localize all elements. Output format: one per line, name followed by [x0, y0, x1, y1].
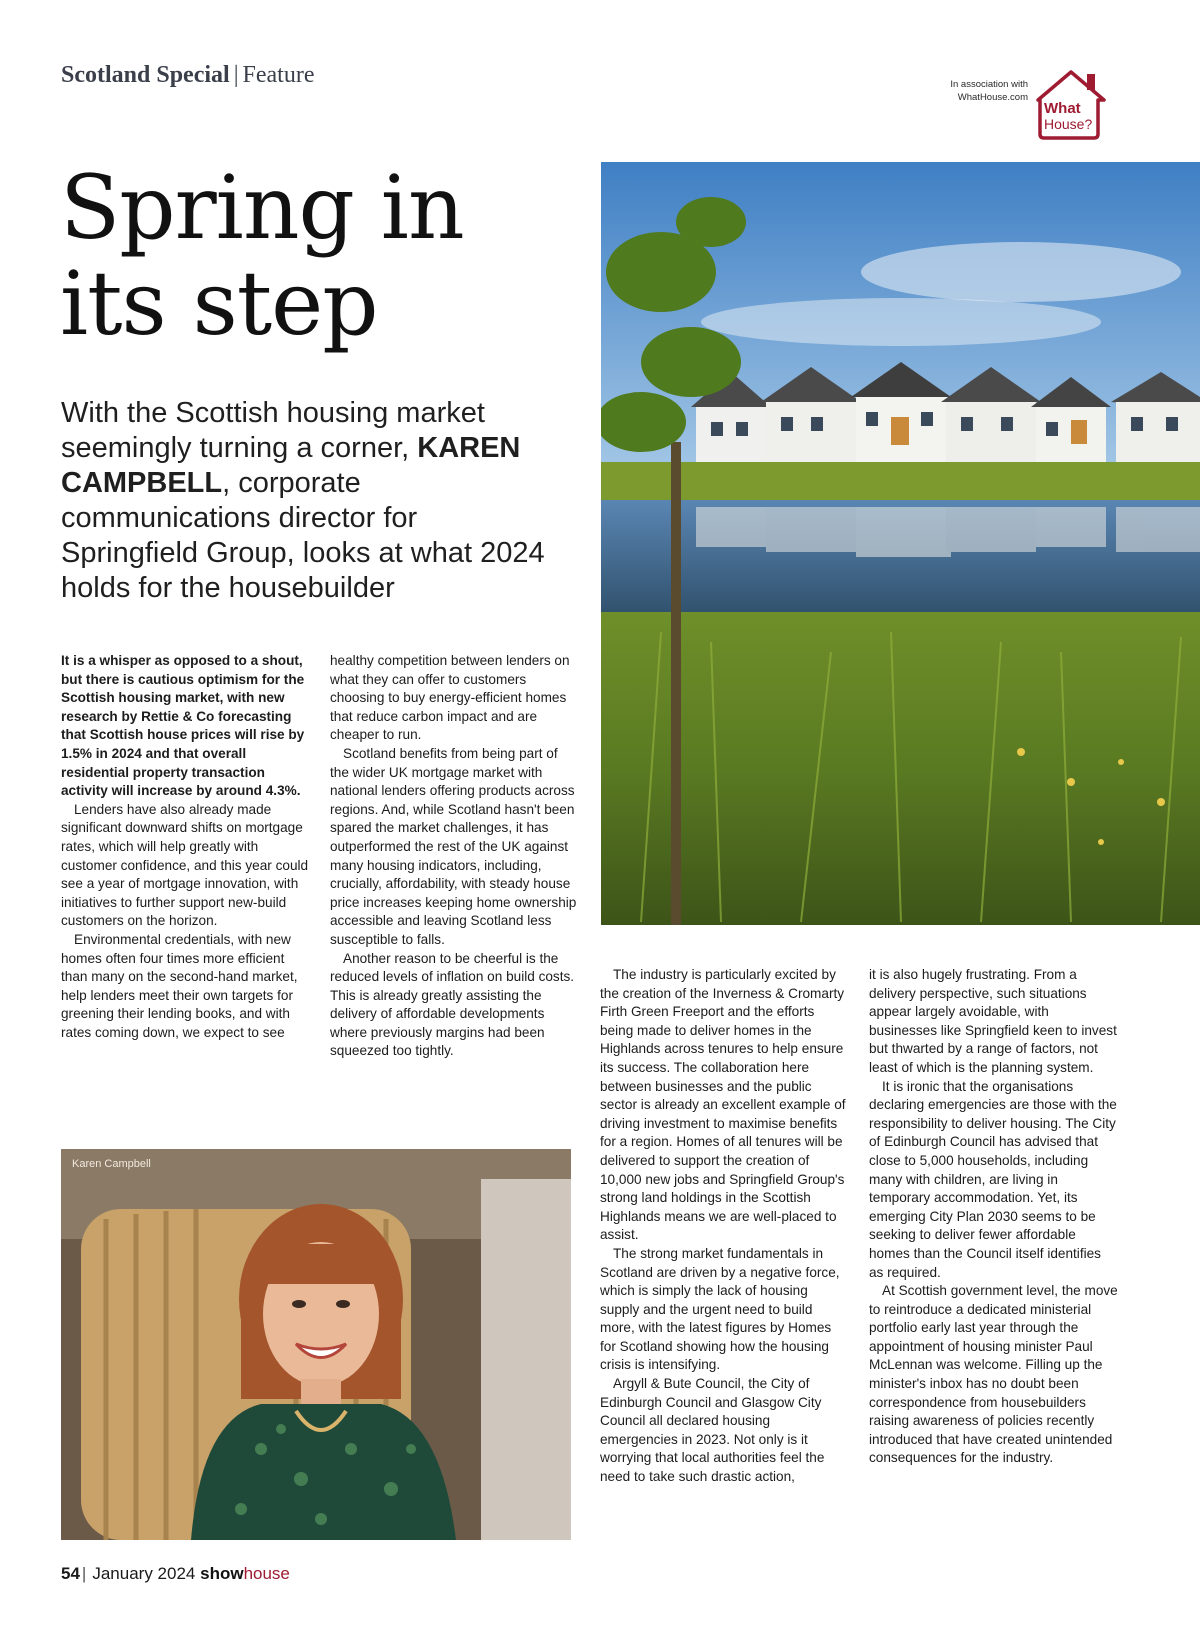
paragraph: It is ironic that the organisations declaring emergencies are those with the responsibility to deliver housing. The City of Edinburgh Council has advised that close to 5,000 households, including many with children, are living in temporary accommodation. Yet, its emerging City Plan 2030 seems to be seeking to deliver fewer affordable homes than the Council itself identifies as required. — [869, 1078, 1117, 1280]
magazine-name-show: show — [200, 1564, 244, 1583]
magazine-logo — [200, 1564, 290, 1583]
section-type: Feature — [242, 62, 315, 88]
body-column-4 — [869, 966, 1119, 1468]
paragraph: Another reason to be cheerful is the reduced levels of inflation on build costs. This is already greatly assisting the delivery of affordable developments where previously margins had been squeezed too tightly. — [330, 950, 575, 1059]
magazine-name-house: house — [243, 1564, 290, 1583]
headline-line-1: Spring in — [60, 156, 464, 259]
paragraph: Environmental credentials, with new homes often four times more efficient than many on the second-hand market, help lenders meet their own targets for greening their lending books, and with rates coming down, we expect to see — [61, 931, 298, 1040]
association-note — [880, 78, 1028, 104]
association-line-1: In association with — [950, 79, 1028, 90]
page-number: 54 — [61, 1564, 80, 1583]
houses-photo-illustration — [601, 162, 1200, 925]
footer-separator: | — [81, 1564, 87, 1583]
photo-caption: Karen Campbell — [72, 1158, 151, 1170]
lead-paragraph: It is a whisper as opposed to a shout, but there is cautious optimism for the Scottish housing market, with new research by Rettie & Co forecasting that Scottish house prices will rise by 1.5% in 2024 and that overall residential property transaction activity will increase by around 4.3%. — [61, 653, 305, 799]
portrait-photo — [61, 1149, 571, 1540]
standfirst-intro: With the Scottish housing market seemingly turning a corner, — [61, 397, 485, 464]
logo-word-what: What — [1044, 100, 1081, 117]
author-name: KAREN CAMPBELL — [61, 432, 521, 499]
paragraph: healthy competition between lenders on what they can offer to customers choosing to buy energy-efficient homes that reduce carbon impact and are cheaper to run. — [330, 653, 570, 743]
headline-line-2: its step — [60, 252, 378, 355]
logo-word-house: House? — [1044, 116, 1093, 132]
section-separator: | — [233, 62, 239, 88]
body-column-3 — [600, 966, 850, 1487]
page-footer — [61, 1564, 290, 1584]
paragraph: The strong market fundamentals in Scotland are driven by a negative force, which is simply the lack of housing supply and the urgent need to build more, with the latest figures by Homes for Scotland showing how the housing crisis is intensifying. — [600, 1245, 840, 1373]
body-column-2 — [330, 652, 580, 1061]
paragraph: Scotland benefits from being part of the wider UK mortgage market with national lenders offering products across regions. And, while Scotland hasn't been spared the market challenges, it has outperformed the rest of the UK against many housing indicators, including, crucially, affordability, with steady house price increases keeping home ownership accessible and leaving Scotland less susceptible to falls. — [330, 745, 577, 947]
houses-by-pond-photo — [601, 162, 1200, 925]
portrait-illustration — [61, 1149, 571, 1540]
whathouse-logo — [1032, 66, 1110, 142]
headline — [60, 156, 580, 355]
paragraph: Lenders have also already made significant downward shifts on mortgage rates, which will help greatly with customer confidence, and this year could see a year of mortgage innovation, with initiatives to further support new-build customers on the horizon. — [61, 801, 309, 929]
paragraph: At Scottish government level, the move to reintroduce a dedicated ministerial portfolio early last year through the appointment of housing minister Paul McLennan was welcome. Filling up the minister's inbox has no doubt been correspondence from housebuilders raising awareness of policies recently introduced that have created unintended consequences for the industry. — [869, 1283, 1118, 1466]
paragraph: The industry is particularly excited by the creation of the Inverness & Cromarty Firth Green Freeport and the efforts being made to deliver homes in the Highlands across tenures to help ensure its success. The collaboration here between businesses and the public sector is already an excellent example of driving investment to maximise benefits for a region. Homes of all tenures will be delivered to support the creation of 10,000 new jobs and Springfield Group's strong land holdings in the Scottish Highlands means we are well-placed to assist. — [600, 967, 846, 1243]
body-column-1 — [61, 652, 311, 1042]
paragraph: Argyll & Bute Council, the City of Edinburgh Council and Glasgow City Council all declared housing emergencies in 2023. Not only is it worrying that local authorities feel the need to take such drastic action, — [600, 1376, 825, 1485]
issue-date: January 2024 — [92, 1564, 196, 1583]
section-label — [61, 62, 314, 89]
standfirst-rest: , corporate communications director for Springfield Group, looks at what 2024 holds for the housebuilder — [61, 467, 545, 604]
association-line-2: WhatHouse.com — [957, 92, 1028, 103]
standfirst — [61, 396, 561, 606]
paragraph: it is also hugely frustrating. From a delivery perspective, such situations appear largely avoidable, with businesses like Springfield keen to invest but thwarted by a range of factors, not least of which is the planning system. — [869, 967, 1117, 1075]
section-name: Scotland Special — [61, 62, 230, 88]
